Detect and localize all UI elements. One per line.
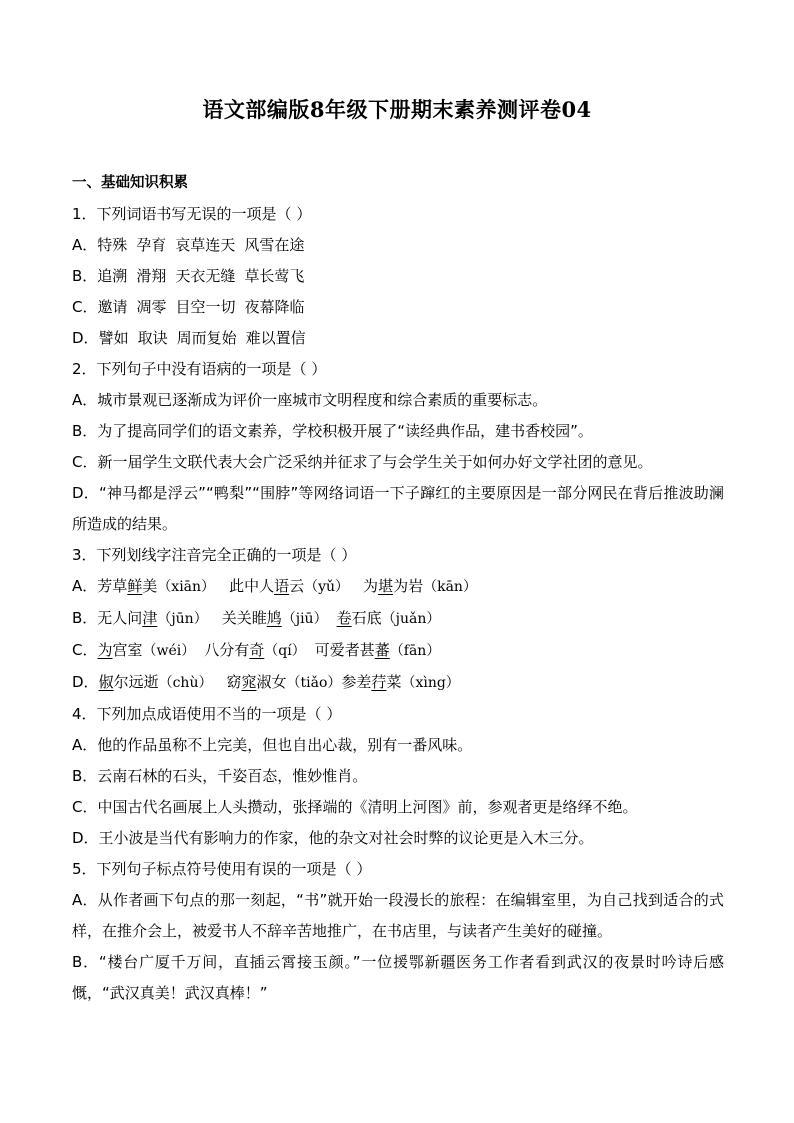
option-label: A． xyxy=(72,577,98,595)
option-c xyxy=(72,292,724,323)
pinyin: （wéi） xyxy=(142,643,196,659)
phrase-text: 菜 xyxy=(386,673,402,691)
option-b: B．为了提高同学们的语文素养，学校积极开展了“读经典作品，建书香校园”。 xyxy=(72,422,593,440)
option-label: A． xyxy=(72,236,98,254)
pinyin: （tiǎo） xyxy=(286,675,342,691)
option-b: B．云南石林的石头，千姿百态，惟妙惟肖。 xyxy=(72,767,368,785)
phrase-text: 芳草 xyxy=(97,577,128,595)
option-a: A．他的作品虽称不上完美，但也自出心裁，别有一番风味。 xyxy=(72,736,473,754)
pinyin: （yǔ） xyxy=(304,579,350,595)
option-label: D． xyxy=(72,673,99,691)
question-2 xyxy=(72,354,724,540)
option-b xyxy=(72,261,724,292)
phrase xyxy=(337,609,441,627)
word: 草长莺飞 xyxy=(244,267,305,285)
underlined-char: 语 xyxy=(274,577,290,595)
pinyin: （qí） xyxy=(264,643,306,659)
option-b xyxy=(72,603,724,635)
word: 风雪在途 xyxy=(244,236,305,254)
word: 哀草连天 xyxy=(175,236,236,254)
pinyin: （jūn） xyxy=(157,611,208,627)
phrase xyxy=(97,577,215,595)
underlined-char: 津 xyxy=(142,609,158,627)
underlined-char: 蕃 xyxy=(374,641,390,659)
question-stem: 4．下列加点成语使用不当的一项是（ ） xyxy=(72,705,342,723)
word: 特殊 xyxy=(97,236,128,254)
phrase-text: 尔远逝 xyxy=(113,673,159,691)
word: 周而复始 xyxy=(176,329,237,347)
word: 追溯 xyxy=(97,267,128,285)
phrase xyxy=(97,641,195,659)
word: 难以置信 xyxy=(245,329,306,347)
question-5 xyxy=(72,854,724,1009)
phrase xyxy=(222,609,328,627)
question-3 xyxy=(72,540,724,699)
option-d: D．“神马都是浮云”“鸭梨”“围脖”等网络词语一下子蹿红的主要原因是一部分网民在背后推波助澜所造成的结果。 xyxy=(72,484,724,533)
phrase xyxy=(99,673,213,691)
underlined-char: 奇 xyxy=(249,641,265,659)
word: 譬如 xyxy=(98,329,129,347)
word: 夜幕降临 xyxy=(244,298,305,316)
phrase-text: 淑女 xyxy=(256,673,287,691)
phrase-text: 此中人 xyxy=(229,577,275,595)
phrase-text: 宫室 xyxy=(112,641,143,659)
exam-content xyxy=(72,168,724,1009)
phrase xyxy=(204,641,305,659)
underlined-char: 荇 xyxy=(371,673,387,691)
word: 取诀 xyxy=(137,329,168,347)
question-stem: 2．下列句子中没有语病的一项是（ ） xyxy=(72,360,327,378)
option-a: A．从作者画下句点的那一刻起，“书”就开始一段漫长的旅程：在编辑室里，为自己找到适合的式样，在推介会上，被爱书人不辞辛苦地推广，在书店里，与读者产生美好的碰撞。 xyxy=(72,891,724,940)
word: 天衣无缝 xyxy=(175,267,236,285)
option-label: B． xyxy=(72,609,98,627)
option-label: B． xyxy=(72,267,98,285)
pinyin: （jiū） xyxy=(281,611,328,627)
word: 孕育 xyxy=(136,236,167,254)
question-1 xyxy=(72,199,724,354)
option-a xyxy=(72,571,724,603)
phrase-text: 为岩 xyxy=(393,577,424,595)
option-label: C． xyxy=(72,298,98,316)
question-4 xyxy=(72,699,724,854)
option-label: C． xyxy=(72,641,98,659)
phrase-text: 参差 xyxy=(341,673,372,691)
option-label: D． xyxy=(72,329,99,347)
phrase-text: 无人问 xyxy=(97,609,143,627)
option-a xyxy=(72,230,724,261)
phrase xyxy=(229,577,349,595)
question-stem: 3．下列划线字注音完全正确的一项是（ ） xyxy=(72,546,357,564)
option-d: D．王小波是当代有影响力的作家，他的杂文对社会时弊的议论更是入木三分。 xyxy=(72,829,594,847)
phrase-text: 云 xyxy=(289,577,305,595)
phrase-text: 八分有 xyxy=(204,641,250,659)
underlined-char: 鲜 xyxy=(127,577,143,595)
section-heading: 一、基础知识积累 xyxy=(72,175,188,191)
phrase-text: 美 xyxy=(142,577,158,595)
option-a: A．城市景观已逐渐成为评价一座城市文明程度和综合素质的重要标志。 xyxy=(72,391,548,409)
phrase xyxy=(341,673,459,691)
pinyin: （juǎn） xyxy=(381,611,441,627)
phrase-text: 为 xyxy=(363,577,379,595)
underlined-char: 卷 xyxy=(336,609,352,627)
phrase-text: 窈 xyxy=(226,673,242,691)
option-c: C．新一届学生文联代表大会广泛采纳并征求了与会学生关于如何办好文学社团的意见。 xyxy=(72,453,653,471)
pinyin: （kān） xyxy=(423,579,477,595)
word: 目空一切 xyxy=(175,298,236,316)
phrase xyxy=(363,577,477,595)
question-stem: 1．下列词语书写无误的一项是（ ） xyxy=(72,205,312,223)
option-d xyxy=(72,667,724,699)
phrase-text: 可爱者甚 xyxy=(314,641,375,659)
word: 滑翔 xyxy=(136,267,167,285)
option-d xyxy=(72,323,724,354)
underlined-char: 窕 xyxy=(241,673,257,691)
pinyin: （xìng） xyxy=(401,675,460,691)
word: 邀请 xyxy=(97,298,128,316)
option-c xyxy=(72,635,724,667)
word: 凋零 xyxy=(136,298,167,316)
phrase xyxy=(315,641,441,659)
underlined-char: 堪 xyxy=(378,577,394,595)
question-stem: 5．下列句子标点符号使用有误的一项是（ ） xyxy=(72,860,372,878)
phrase-text: 石底 xyxy=(351,609,382,627)
phrase xyxy=(226,673,341,691)
option-b: B．“楼台广厦千万间，直插云霄接玉颜。”一位援鄂新疆医务工作者看到武汉的夜景时吟诗后感慨，“武汉真美！武汉真棒！” xyxy=(72,953,724,1002)
option-c: C．中国古代名画展上人头攒动，张择端的《清明上河图》前，参观者更是络绎不绝。 xyxy=(72,798,638,816)
phrase-text: 关关睢 xyxy=(221,609,267,627)
underlined-char: 为 xyxy=(97,641,113,659)
pinyin: （fān） xyxy=(389,643,441,659)
pinyin: （chù） xyxy=(158,675,213,691)
pinyin: （xiān） xyxy=(157,579,216,595)
underlined-char: 鸠 xyxy=(266,609,282,627)
phrase xyxy=(97,609,207,627)
page-title: 语文部编版8年级下册期末素养测评卷04 xyxy=(202,97,592,122)
underlined-char: 俶 xyxy=(98,673,114,691)
